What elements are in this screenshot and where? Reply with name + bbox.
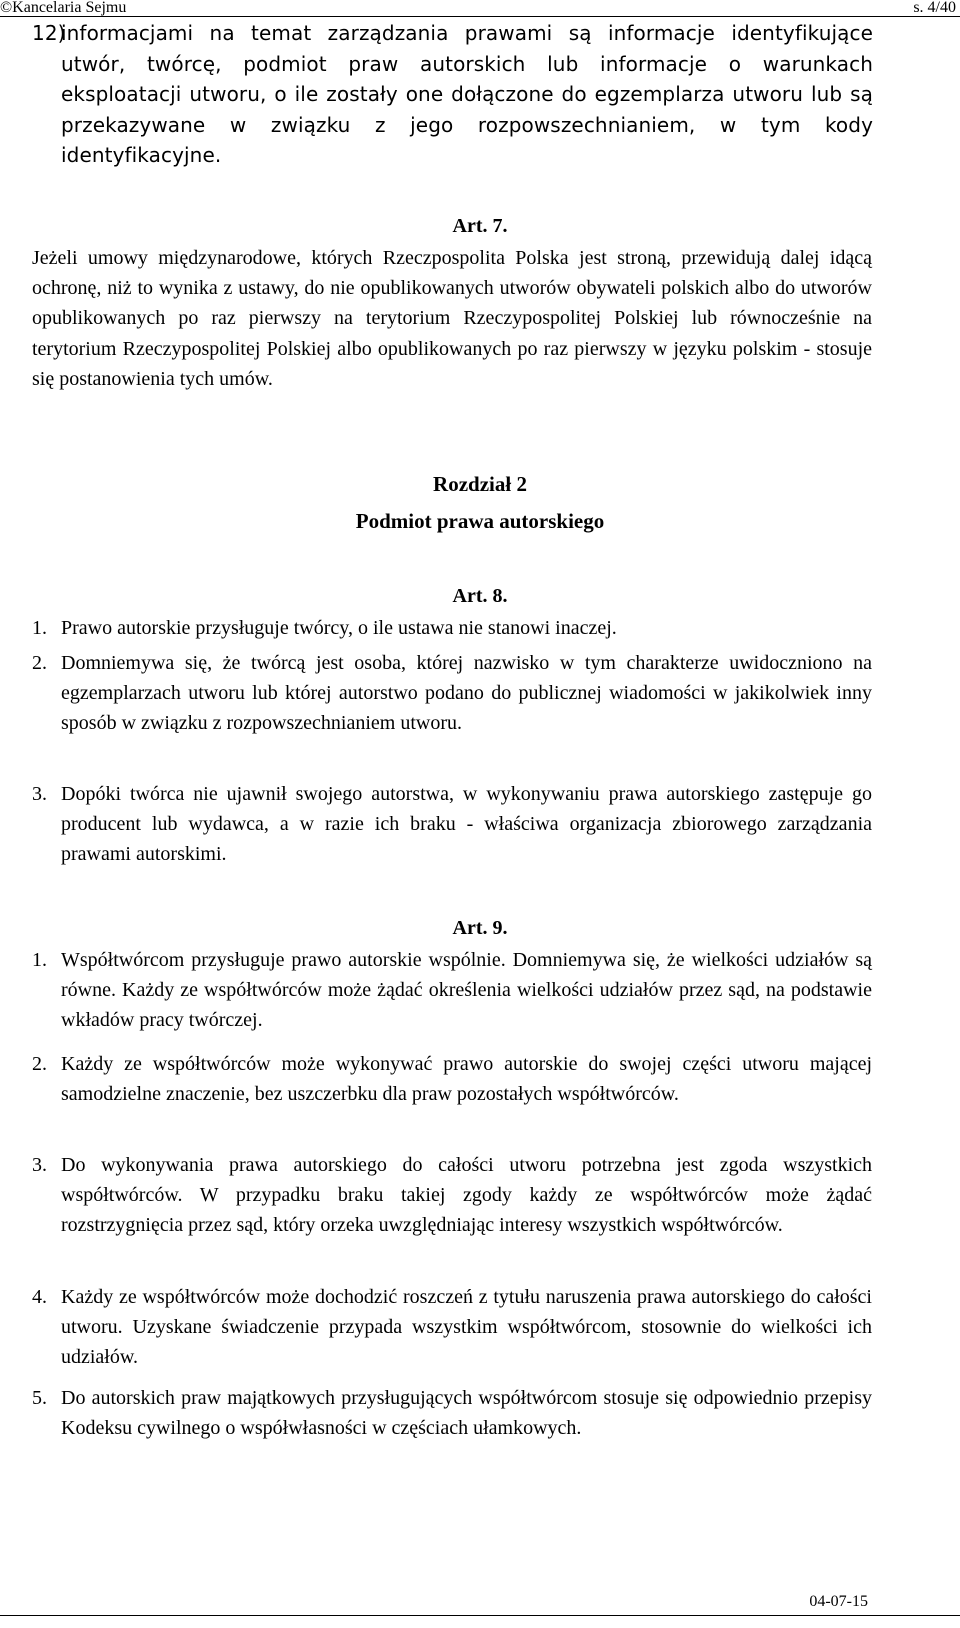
paragraph-text: Do wykonywania prawa autorskiego do całości utworu potrzebna jest zgoda wszystkich współtwórców. W przypadku braku takiej zgody każdy ze współtwórców może żądać rozstrzygnięcia przez sąd, który orzeka uwzględniając interesy wszystkich współtwórców. [61,1154,872,1237]
article-9-paragraph-1 [32,945,872,1036]
article-9-paragraph-2 [32,1049,872,1109]
header-source: ©Kancelaria Sejmu [0,0,127,16]
paragraph-number: 1. [32,617,47,639]
article-9-heading: Art. 9. [452,917,508,939]
article-9-paragraph-5 [32,1383,872,1443]
definition-item-text: informacjami na temat zarządzania prawami są informacje identyfikujące utwór, twórcę, podmiot praw autorskich lub informacje o warunkach eksploatacji utworu, o ile zostały one dołączone do egzemplarza utworu lub są przekazywane w związku z jego rozpowszechnianiem, w tym kody identyfikacyjne. [61,21,873,167]
paragraph-number: 1. [32,949,47,971]
footer-date: 04-07-15 [809,1593,868,1610]
paragraph-text: Każdy ze współtwórców może dochodzić roszczeń z tytułu naruszenia prawa autorskiego do całości utworu. Uzyskane świadczenie przypada wszystkim współtwórcom, stosownie do wielkości ich udziałów. [61,1286,872,1369]
article-8-paragraph-1 [32,613,872,643]
paragraph-number: 4. [32,1286,47,1308]
footer-divider [0,1615,960,1616]
paragraph-number: 3. [32,1154,47,1176]
article-7-text: Jeżeli umowy międzynarodowe, których Rzeczpospolita Polska jest stroną, przewidują dalej idącą ochronę, niż to wynika z ustawy, do nie opublikowanych utworów obywateli polskich albo do utworów opublikowanych po raz pierwszy na terytorium Rzeczypospolitej Polskiej lub równocześnie na terytorium Rzeczypospolitej Polskiej albo opublikowanych po raz pierwszy w języku polskim - stosuje się postanowienia tych umów. [32,247,872,390]
page-number: s. 4/40 [913,0,956,16]
paragraph-text: Każdy ze współtwórców może wykonywać prawo autorskie do swojej części utworu mającej samodzielne znaczenie, bez uszczerbku dla praw pozostałych współtwórców. [61,1053,872,1106]
article-8-paragraph-2 [32,648,872,739]
chapter-title: Podmiot prawa autorskiego [355,509,605,533]
chapter-number: Rozdział 2 [433,472,527,496]
definition-item-12 [32,18,873,171]
paragraph-text: Współtwórcom przysługuje prawo autorskie wspólnie. Domniemywa się, że wielkości udziałów są równe. Każdy ze współtwórców może żądać określenia wielkości udziałów przez sąd, na podstawie wkładów pracy twórczej. [61,949,872,1032]
paragraph-text: Prawo autorskie przysługuje twórcy, o ile ustawa nie stanowi inaczej. [61,617,617,639]
paragraph-text: Domniemywa się, że twórcą jest osoba, której nazwisko w tym charakterze uwidoczniono na egzemplarzach utworu lub której autorstwo podano do publicznej wiadomości w jakikolwiek inny sposób w związku z rozpowszechnianiem utworu. [61,652,872,735]
paragraph-number: 5. [32,1387,47,1409]
definition-item-number: 12) [32,21,66,45]
header-divider [0,16,960,17]
article-9-paragraph-3 [32,1150,872,1241]
paragraph-text: Do autorskich praw majątkowych przysługujących współtwórcom stosuje się odpowiednio przepisy Kodeksu cywilnego o współwłasności w częściach ułamkowych. [61,1387,872,1440]
article-9-paragraph-4 [32,1282,872,1373]
article-7-heading: Art. 7. [452,215,508,237]
paragraph-number: 2. [32,1053,47,1075]
paragraph-number: 3. [32,783,47,805]
article-8-heading: Art. 8. [452,585,508,607]
article-8-paragraph-3 [32,779,872,870]
paragraph-text: Dopóki twórca nie ujawnił swojego autorstwa, w wykonywaniu prawa autorskiego zastępuje go producent lub wydawca, a w razie ich braku - właściwa organizacja zbiorowego zarządzania prawami autorskimi. [61,783,872,866]
paragraph-number: 2. [32,652,47,674]
